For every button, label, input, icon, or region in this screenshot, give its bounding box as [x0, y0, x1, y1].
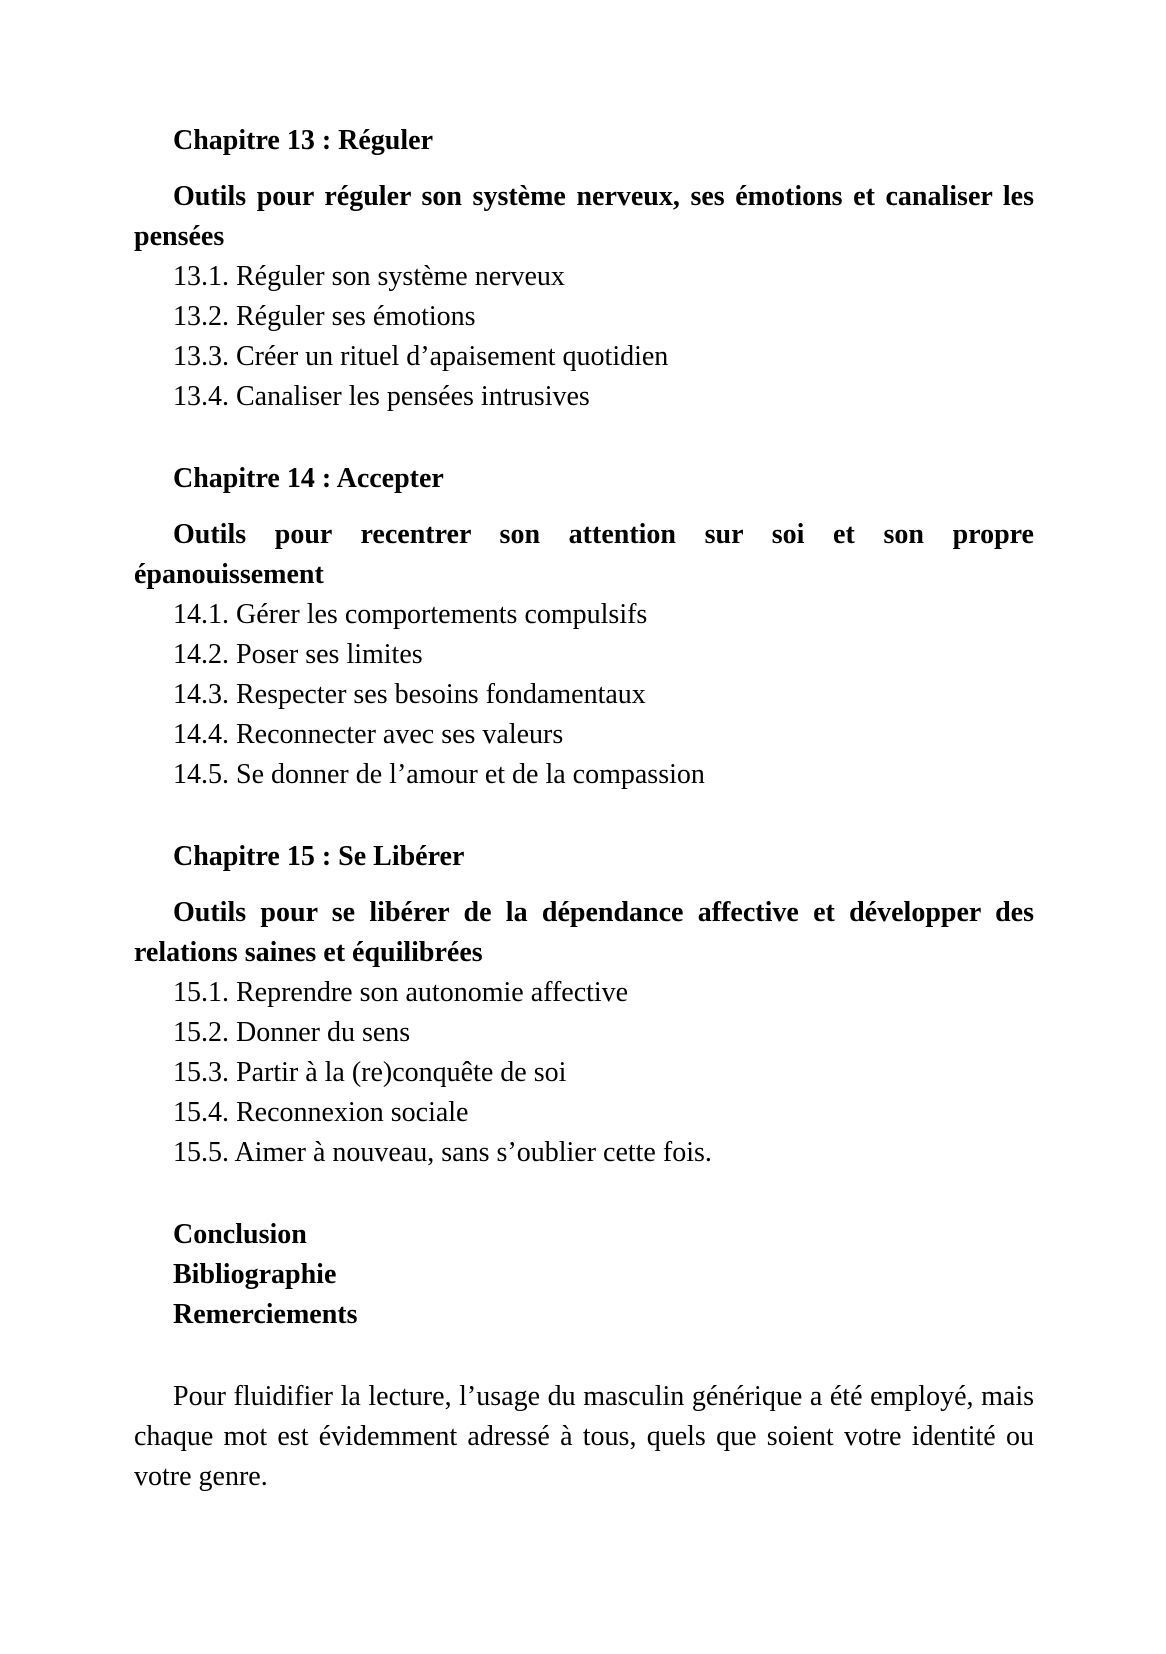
section-item: 13.1. Réguler son système nerveux: [173, 261, 565, 292]
reading-note: Pour fluidifier la lecture, l’usage du masculin générique a été employé, mais chaque mot est évidemment adressé à tous, quels que soient votre identité ou votre genre.: [134, 1381, 1034, 1492]
chapter-title: Chapitre 14 : Accepter: [173, 463, 444, 494]
section-item: 14.2. Poser ses limites: [173, 639, 423, 670]
section-item: 15.1. Reprendre son autonomie affective: [173, 977, 629, 1008]
chapter-14: [134, 459, 1034, 795]
section-list: [134, 257, 1034, 417]
toc-page: [134, 121, 1034, 1497]
end-section-bibliography: Bibliographie: [173, 1259, 337, 1290]
chapter-subtitle: Outils pour recentrer son attention sur soi et son propre épanouissement: [134, 519, 1034, 590]
end-sections: [134, 1215, 1034, 1335]
chapter-subtitle: Outils pour réguler son système nerveux, ses émotions et canaliser les pensées: [134, 181, 1034, 252]
section-item: 13.4. Canaliser les pensées intrusives: [173, 381, 590, 412]
section-list: [134, 595, 1034, 795]
section-item: 15.2. Donner du sens: [173, 1017, 411, 1048]
section-item: 15.3. Partir à la (re)conquête de soi: [173, 1057, 567, 1088]
section-item: 14.3. Respecter ses besoins fondamentaux: [173, 679, 646, 710]
section-item: 13.3. Créer un rituel d’apaisement quotidien: [173, 341, 669, 372]
chapter-13: [134, 121, 1034, 417]
end-section-acknowledgements: Remerciements: [173, 1299, 358, 1330]
chapter-title: Chapitre 13 : Réguler: [173, 125, 433, 156]
chapter-subtitle: Outils pour se libérer de la dépendance affective et développer des relations saines et équilibrées: [134, 897, 1034, 968]
end-section-conclusion: Conclusion: [173, 1219, 307, 1250]
section-item: 14.5. Se donner de l’amour et de la compassion: [173, 759, 705, 790]
section-item: 14.4. Reconnecter avec ses valeurs: [173, 719, 564, 750]
section-item: 15.4. Reconnexion sociale: [173, 1097, 469, 1128]
section-list: [134, 973, 1034, 1173]
section-item: 13.2. Réguler ses émotions: [173, 301, 476, 332]
chapter-title: Chapitre 15 : Se Libérer: [173, 841, 465, 872]
chapter-15: [134, 837, 1034, 1173]
section-item: 14.1. Gérer les comportements compulsifs: [173, 599, 648, 630]
section-item: 15.5. Aimer à nouveau, sans s’oublier cette fois.: [173, 1137, 712, 1168]
